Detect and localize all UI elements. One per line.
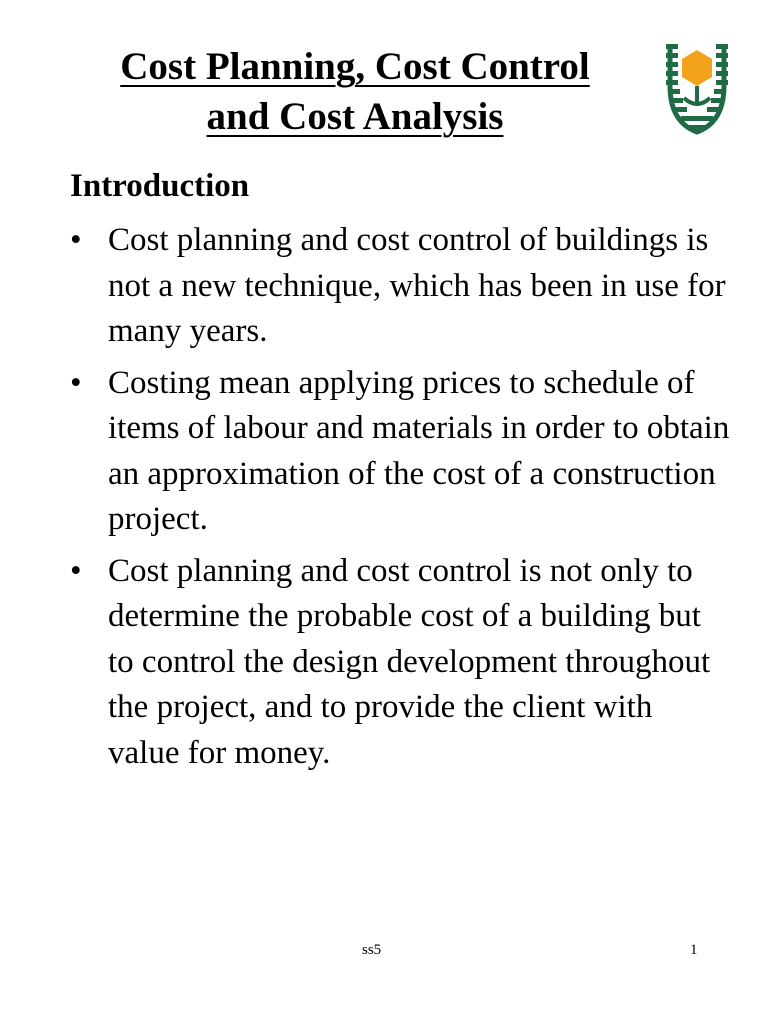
university-crest-logo-icon bbox=[664, 40, 730, 136]
footer-label: ss5 bbox=[362, 942, 382, 958]
bullet-glyph: • bbox=[70, 364, 82, 401]
bullet-item bbox=[70, 549, 730, 777]
bullet-text: Cost planning and cost control is not only to determine the probable cost of a building but to control the design development throughout the project, and to provide the client with value for money. bbox=[108, 552, 711, 771]
title-line-2: and Cost Analysis bbox=[206, 95, 504, 138]
bullet-text: Costing mean applying prices to schedule of items of labour and materials in order to obtain an approximation of the cost of a construction project. bbox=[108, 364, 730, 537]
bullet-glyph: • bbox=[70, 552, 82, 589]
page-number: 1 bbox=[690, 942, 698, 958]
bullet-item bbox=[70, 361, 730, 543]
title-line-1: Cost Planning, Cost Control bbox=[120, 45, 590, 88]
section-heading: Introduction bbox=[70, 168, 250, 204]
bullet-item bbox=[70, 218, 730, 355]
bullet-glyph: • bbox=[70, 222, 82, 258]
bullet-text: Cost planning and cost control of buildings is not a new technique, which has been in use for many years. bbox=[108, 222, 726, 349]
bullet-list bbox=[70, 218, 730, 782]
slide-title bbox=[60, 42, 650, 142]
